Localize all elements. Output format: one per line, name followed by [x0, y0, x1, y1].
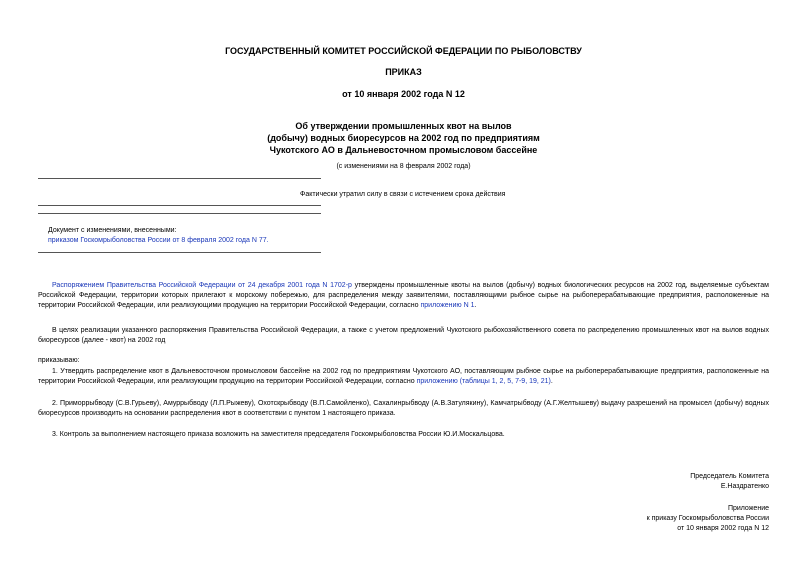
- title-line-3: Чукотского АО в Дальневосточном промысловом бассейне: [269, 145, 538, 155]
- changes-label: Документ с изменениями, внесенными:: [48, 227, 177, 234]
- paragraph-1: [38, 281, 769, 311]
- signature-position: Председатель Комитета: [690, 473, 769, 480]
- title-line-1: Об утверждении промышленных квот на вылов: [295, 121, 512, 131]
- paragraph-1-end: .: [474, 302, 477, 309]
- paragraph-item-3: 3. Контроль за выполнением настоящего приказа возложить на заместителя председателя Госкомрыболовства России Ю.И.Москальцова.: [52, 431, 505, 438]
- government-order-link[interactable]: Распоряжением Правительства Российской Федерации от 24 декабря 2001 года N 1702-р: [52, 282, 352, 289]
- item-1-end: .: [550, 378, 553, 385]
- item-1-text: 1. Утвердить распределение квот в Дальневосточном промысловом бассейне на 2002 год по предприятиям Чукотского АО, поставляющим рыбное сырье на рыбоперерабатывающие предприятия, расположенные на территории Российской Федерации, или реализующим продукцию на территории Российской Федерации, согласно: [38, 368, 769, 385]
- paragraph-item-1: [38, 367, 769, 387]
- appendix-1-link[interactable]: приложению N 1: [420, 302, 475, 309]
- appendix-block: [647, 504, 769, 534]
- signature-block: [690, 472, 769, 492]
- appendix-line-2: к приказу Госкомрыболовства России: [646, 515, 769, 522]
- divider: [38, 205, 321, 206]
- changes-link[interactable]: приказом Госкомрыболовства России от 8 февраля 2002 года N 77.: [48, 237, 269, 244]
- appendix-line-1: Приложение: [727, 505, 769, 512]
- appendix-tables-link[interactable]: приложению (таблицы 1, 2, 5, 7-9, 19, 21): [416, 378, 551, 385]
- amendments-note: (с изменениями на 8 февраля 2002 года): [336, 163, 471, 170]
- order-verb: приказываю:: [38, 357, 80, 364]
- divider: [38, 252, 321, 253]
- document-title: [0, 120, 807, 156]
- signature-name: Е.Наздратенко: [720, 483, 769, 490]
- paragraph-2: В целях реализации указанного распоряжения Правительства Российской Федерации, а также с учетом предложений Чукотского рыбохозяйственного совета по распределению промышленных квот на вылов водных биоресурсов (далее - квот) на 2002 год: [38, 327, 769, 344]
- paragraph-item-2: 2. Приморрыбводу (С.В.Гурьеву), Амуррыбводу (Л.П.Рыжеву), Охотскрыбводу (В.П.Самойленко), Сахалинрыбводу (А.В.Затулякину), Камчатрыбводу (А.Г.Желтышеву) выдачу разрешений на промысел (добычу) водных биоресурсов производить на основании распределения квот в соответствии с пунктом 1 настоящего приказа.: [38, 400, 769, 417]
- divider: [38, 213, 321, 214]
- appendix-line-3: от 10 января 2002 года N 12: [677, 525, 769, 532]
- divider: [38, 178, 321, 179]
- order-heading: ПРИКАЗ: [385, 67, 422, 77]
- status-note: Фактически утратил силу в связи с истечением срока действия: [300, 191, 506, 198]
- paragraph-1-text: утверждены промышленные квоты на вылов (добычу) водных биологических ресурсов на 2002 год, выделяемые субъектам Российской Федерации, территории которых прилегают к морскому побережью, для распределения между заявителями, поставляющими рыбное сырье на рыбоперерабатывающие предприятия, расположенные на территории Российской Федерации, или реализующими продукцию на территории Российской Федерации, согласно: [38, 282, 769, 309]
- committee-heading: ГОСУДАРСТВЕННЫЙ КОМИТЕТ РОССИЙСКОЙ ФЕДЕРАЦИИ ПО РЫБОЛОВСТВУ: [225, 46, 582, 56]
- order-date: от 10 января 2002 года N 12: [342, 89, 465, 99]
- title-line-2: (добычу) водных биоресурсов на 2002 год по предприятиям: [267, 133, 540, 143]
